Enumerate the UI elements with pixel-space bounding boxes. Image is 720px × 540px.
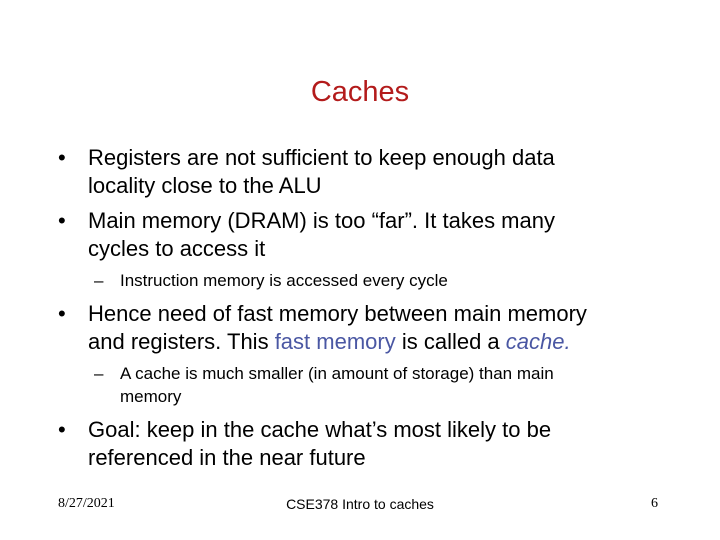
slide-title-text: Caches — [310, 76, 410, 108]
slide-title — [0, 74, 720, 110]
sub-bullet-item — [94, 269, 448, 292]
bullet-line: Hence need of fast memory between main memory — [88, 301, 587, 326]
bullet-line: Main memory (DRAM) is too “far”. It takes many — [88, 208, 555, 233]
sub-bullet-marker: – — [94, 364, 104, 383]
sub-bullet-line: A cache is much smaller (in amount of storage) than main — [120, 364, 554, 383]
sub-bullet-item — [94, 362, 554, 408]
bullet-item — [58, 144, 555, 200]
bullet-line: Goal: keep in the cache what’s most likely to be — [88, 417, 552, 442]
bullet-item — [58, 300, 587, 356]
footer-page-number: 6 — [651, 496, 658, 511]
bullet-marker: • — [58, 208, 66, 233]
footer-course: CSE378 Intro to caches — [286, 496, 434, 512]
bullet-line: referenced in the near future — [88, 445, 366, 470]
bullet-marker: • — [58, 145, 66, 170]
highlight-fast-memory: fast memory — [274, 329, 396, 354]
bullet-text: is called a — [395, 329, 506, 354]
bullet-line: cycles to access it — [88, 236, 266, 261]
bullet-marker: • — [58, 301, 66, 326]
bullet-item — [58, 207, 555, 263]
bullet-marker: • — [58, 417, 66, 442]
bullet-item — [58, 416, 552, 472]
sub-bullet-line: memory — [120, 387, 182, 406]
bullet-line — [88, 328, 587, 356]
bullet-line: locality close to the ALU — [88, 173, 322, 198]
sub-bullet-marker: – — [94, 271, 104, 290]
bullet-line: Registers are not sufficient to keep enough data — [88, 145, 555, 170]
highlight-cache: cache. — [505, 329, 571, 354]
footer-date: 8/27/2021 — [58, 496, 115, 511]
sub-bullet-line: Instruction memory is accessed every cycle — [120, 271, 448, 290]
bullet-text: and registers. This — [88, 329, 275, 354]
